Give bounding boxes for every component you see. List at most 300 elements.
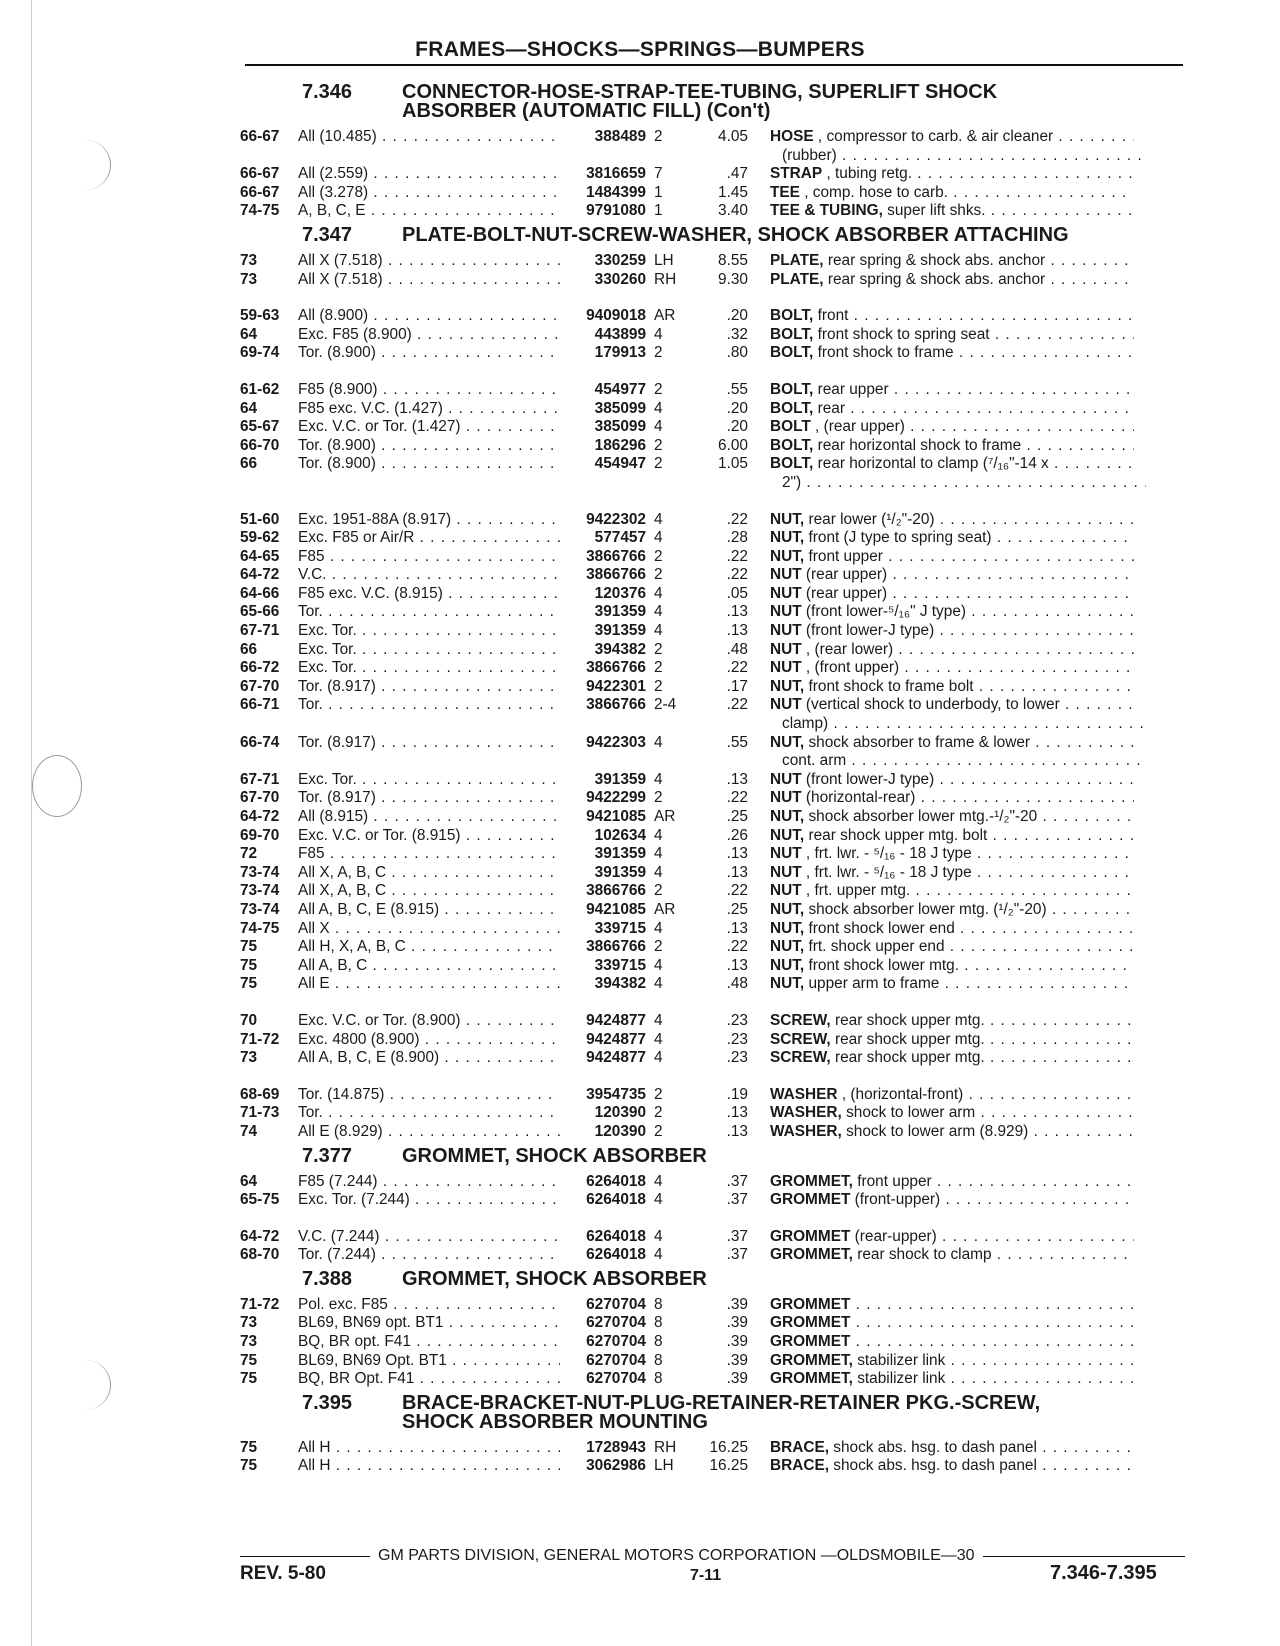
part-description: rear shock upper mtg.: [830, 1030, 985, 1048]
part-name: BOLT,: [770, 344, 814, 362]
part-number: 9424877: [586, 1030, 646, 1048]
title-rule: [245, 64, 1183, 66]
application-text: Exc. Tor.: [298, 770, 357, 788]
price: .39: [726, 1370, 748, 1388]
application-text: All (8.915): [298, 808, 369, 825]
section-heading: [240, 1144, 1190, 1167]
part-row: [240, 511, 1190, 530]
part-number: 1484399: [586, 183, 646, 201]
section-title-line: GROMMET, SHOCK ABSORBER: [402, 1267, 707, 1290]
part-description: , compressor to carb. & air cleaner: [813, 128, 1054, 145]
part-number: 391359: [594, 863, 646, 881]
part-number: 388489: [594, 128, 646, 145]
part-name: NUT: [770, 696, 802, 714]
price: 1.05: [718, 455, 748, 473]
price: .80: [726, 344, 748, 362]
application: [298, 1049, 560, 1068]
application: [298, 882, 560, 901]
part-row: [240, 920, 1190, 939]
description: [748, 455, 1134, 474]
section-title-line: ABSORBER (AUTOMATIC FILL) (Con't): [402, 100, 771, 122]
part-description: rear shock upper mtg. bolt: [804, 826, 988, 844]
application-text: All H: [298, 1438, 331, 1456]
application: [298, 734, 560, 753]
model-years: 73-74: [240, 900, 280, 918]
part-row: [240, 1123, 1190, 1142]
part-name: GROMMET,: [770, 1172, 853, 1190]
part-name: WASHER,: [770, 1104, 842, 1122]
model-years: 61-62: [240, 380, 280, 398]
model-years: 71-72: [240, 1295, 280, 1313]
punch-hole-top: [60, 140, 111, 190]
section-title-line: CONNECTOR-HOSE-STRAP-TEE-TUBING, SUPERLIFT SHOCK: [402, 81, 998, 103]
row-spacer: [240, 363, 1190, 381]
quantity: 2: [654, 882, 663, 900]
application-text: BL69, BN69 Opt. BT1: [298, 1351, 447, 1369]
description-continuation: cont. arm . . .: [782, 752, 1146, 771]
application-text: All H: [298, 1457, 331, 1475]
section-number: 7.347: [302, 223, 353, 246]
application-text: Exc. 1951-88A (8.917): [298, 510, 452, 528]
quantity: 4: [654, 325, 663, 343]
application: [298, 1370, 560, 1389]
section-title-line: BRACE-BRACKET-NUT-PLUG-RETAINER-RETAINER PKG.-SCREW,: [402, 1391, 1041, 1414]
part-description: , (horizontal-front): [837, 1085, 964, 1103]
price: .13: [726, 845, 748, 863]
part-name: PLATE,: [770, 270, 824, 288]
description: [748, 882, 1134, 901]
price: .20: [726, 418, 748, 436]
part-number: 9424877: [586, 1049, 646, 1067]
quantity: LH: [654, 1457, 674, 1475]
part-row: [240, 771, 1190, 790]
application: [298, 864, 560, 883]
part-description: rear shock upper mtg.: [830, 1049, 985, 1067]
footer-publisher: GM PARTS DIVISION, GENERAL MOTORS CORPORATION —OLDSMOBILE—30: [378, 1547, 975, 1564]
application: [298, 1031, 560, 1050]
part-description: (vertical shock to underbody, to lower: [801, 696, 1060, 714]
part-number: 6264018: [586, 1191, 646, 1209]
application: [298, 437, 560, 456]
quantity: 2: [654, 380, 663, 398]
application: [298, 920, 560, 939]
application-text: Exc. V.C. or Tor. (1.427): [298, 418, 461, 436]
quantity: 4: [654, 826, 663, 844]
part-name: NUT: [770, 659, 802, 677]
part-name: NUT: [770, 622, 802, 640]
model-years: 75: [240, 975, 258, 993]
quantity: 4: [654, 1246, 663, 1264]
punch-hole-middle: [32, 755, 82, 817]
description: [748, 566, 1134, 585]
part-row: [240, 622, 1190, 641]
quantity: 2: [654, 789, 663, 807]
section-title: [402, 83, 1122, 121]
part-description: super lift shks.: [882, 202, 986, 220]
application-text: F85: [298, 547, 325, 565]
part-row: [240, 1439, 1190, 1458]
part-row: [240, 1173, 1190, 1192]
application: [298, 808, 560, 827]
part-row: [240, 326, 1190, 345]
price: .32: [726, 325, 748, 343]
part-number: 9422301: [586, 677, 646, 695]
part-description: shock absorber lower mtg. (¹/₂"-20): [804, 900, 1047, 918]
section-number: 7.346: [302, 81, 353, 103]
footer-section-range: 7.346-7.395: [1050, 1562, 1157, 1584]
description: [748, 678, 1134, 697]
description: [748, 1333, 1134, 1352]
part-name: NUT,: [770, 826, 805, 844]
part-row: [240, 344, 1190, 363]
description: [748, 585, 1134, 604]
price: 4.05: [718, 128, 748, 145]
price: .05: [726, 584, 748, 602]
part-number: 9422303: [586, 733, 646, 751]
part-number: 3816659: [586, 165, 646, 183]
part-row-continuation: [240, 474, 1190, 493]
quantity: 2-4: [654, 696, 677, 714]
description: [748, 1246, 1134, 1265]
part-row-continuation: [240, 715, 1190, 734]
footer-publisher-line: [240, 1547, 1185, 1565]
part-name: SCREW,: [770, 1011, 831, 1029]
part-name: GROMMET: [770, 1314, 851, 1332]
part-number: 120390: [594, 1104, 646, 1122]
part-description: , frt. lwr. - ⁵/₁₆ - 18 J type: [801, 863, 972, 881]
application: [298, 1333, 560, 1352]
model-years: 73: [240, 270, 258, 288]
part-name: NUT,: [770, 975, 805, 993]
footer-revision: REV. 5-80: [240, 1563, 326, 1584]
part-number: 3866766: [586, 659, 646, 677]
application: [298, 1228, 560, 1247]
part-number: 6264018: [586, 1227, 646, 1245]
quantity: 2: [654, 128, 663, 145]
part-name: TEE & TUBING,: [770, 202, 883, 220]
part-description: rear lower (¹/₂"-20): [804, 510, 935, 528]
part-description: front shock lower end: [804, 919, 955, 937]
model-years: 74-75: [240, 919, 280, 937]
part-name: NUT,: [770, 677, 805, 695]
part-row: [240, 678, 1190, 697]
quantity: RH: [654, 1438, 677, 1456]
section-title: [402, 223, 1122, 246]
part-description: rear shock upper mtg.: [830, 1011, 985, 1029]
application: [298, 603, 560, 622]
application-text: Exc. Tor.: [298, 640, 357, 658]
application-text: Tor. (8.917): [298, 733, 376, 751]
application: [298, 344, 560, 363]
quantity: 4: [654, 529, 663, 547]
section-number: 7.377: [302, 1144, 353, 1167]
description: [748, 418, 1134, 437]
price: .13: [726, 863, 748, 881]
quantity: 4: [654, 1227, 663, 1245]
part-row: [240, 1049, 1190, 1068]
part-number: 443899: [594, 325, 646, 343]
part-description: front shock to frame: [813, 344, 954, 362]
part-number: 6270704: [586, 1314, 646, 1332]
part-description: (rear upper): [801, 584, 888, 602]
quantity: 2: [654, 1104, 663, 1122]
part-description: shock to lower arm (8.929): [841, 1122, 1029, 1140]
part-row: [240, 165, 1190, 184]
part-name: GROMMET: [770, 1333, 851, 1351]
application-text: Tor. (14.875): [298, 1085, 385, 1103]
application: [298, 938, 560, 957]
part-row: [240, 827, 1190, 846]
quantity: 4: [654, 1049, 663, 1067]
description: [748, 938, 1134, 957]
part-name: BOLT,: [770, 325, 814, 343]
part-row: [240, 184, 1190, 203]
part-number: 391359: [594, 603, 646, 621]
part-name: GROMMET: [770, 1191, 851, 1209]
description: [748, 1049, 1134, 1068]
application: [298, 659, 560, 678]
part-number: 120376: [594, 584, 646, 602]
part-number: 9424877: [586, 1011, 646, 1029]
part-row: [240, 864, 1190, 883]
application: [298, 1246, 560, 1265]
part-number: 6270704: [586, 1351, 646, 1369]
part-row: [240, 659, 1190, 678]
part-number: 3866766: [586, 566, 646, 584]
part-name: NUT,: [770, 547, 805, 565]
model-years: 64: [240, 1172, 258, 1190]
price: .37: [726, 1227, 748, 1245]
quantity: 4: [654, 1191, 663, 1209]
model-years: 66-74: [240, 733, 280, 751]
model-years: 75: [240, 938, 258, 956]
part-name: HOSE: [770, 128, 814, 145]
application-text: All A, B, C, E (8.915): [298, 900, 440, 918]
part-name: NUT: [770, 640, 802, 658]
model-years: 64: [240, 399, 258, 417]
part-description: (front-upper): [850, 1191, 941, 1209]
part-name: BRACE,: [770, 1438, 829, 1456]
quantity: 4: [654, 1030, 663, 1048]
margin-line: [31, 0, 32, 1646]
price: .37: [726, 1246, 748, 1264]
application: [298, 975, 560, 994]
model-years: 51-60: [240, 510, 280, 528]
part-description: , (rear lower): [801, 640, 894, 658]
quantity: 8: [654, 1314, 663, 1332]
application: [298, 165, 560, 184]
application: [298, 455, 560, 474]
application-text: All X: [298, 919, 330, 937]
model-years: 66-67: [240, 183, 280, 201]
part-description: shock to lower arm: [841, 1104, 976, 1122]
price: .55: [726, 733, 748, 751]
model-years: 73: [240, 1314, 258, 1332]
part-description: (front lower-J type): [801, 770, 935, 788]
price: .37: [726, 1172, 748, 1190]
application-text: Exc. F85 (8.900): [298, 325, 412, 343]
part-row: [240, 455, 1190, 474]
part-row: [240, 901, 1190, 920]
model-years: 70: [240, 1011, 258, 1029]
application: [298, 678, 560, 697]
part-description: , frt. lwr. - ⁵/₁₆ - 18 J type: [801, 845, 972, 863]
application: [298, 529, 560, 548]
description: [748, 1012, 1134, 1031]
application-text: Exc. 4800 (8.900): [298, 1030, 420, 1048]
description: [748, 696, 1134, 715]
description: [748, 1104, 1134, 1123]
quantity: 8: [654, 1333, 663, 1351]
application: [298, 1086, 560, 1105]
part-name: NUT: [770, 789, 802, 807]
application-text: All (10.485): [298, 128, 377, 145]
model-years: 75: [240, 1370, 258, 1388]
model-years: 73: [240, 251, 258, 269]
part-number: 385099: [594, 418, 646, 436]
price: .17: [726, 677, 748, 695]
part-number: 394382: [594, 975, 646, 993]
description: [748, 1123, 1134, 1142]
description: [748, 827, 1134, 846]
section-title-line: SHOCK ABSORBER MOUNTING: [402, 1410, 708, 1433]
price: .22: [726, 789, 748, 807]
quantity: 1: [654, 183, 663, 201]
part-row: [240, 1314, 1190, 1333]
part-name: BOLT,: [770, 399, 814, 417]
part-number: 385099: [594, 399, 646, 417]
description: [748, 184, 1134, 203]
description-continuation: (rubber) . . .: [782, 147, 1146, 166]
part-description: front upper: [852, 1172, 932, 1190]
description: [748, 252, 1134, 271]
part-row: [240, 1333, 1190, 1352]
price: .39: [726, 1295, 748, 1313]
part-description: front (J type to spring seat): [804, 529, 992, 547]
description: [748, 845, 1134, 864]
quantity: 4: [654, 733, 663, 751]
model-years: 64: [240, 325, 258, 343]
application: [298, 771, 560, 790]
part-name: NUT: [770, 882, 802, 900]
model-years: 64-66: [240, 584, 280, 602]
part-row: [240, 938, 1190, 957]
application: [298, 202, 560, 221]
model-years: 66-71: [240, 696, 280, 714]
quantity: AR: [654, 900, 676, 918]
part-description: rear horizontal to clamp (⁷/₁₆"-14 x: [813, 455, 1049, 473]
description: [748, 511, 1134, 530]
application-text: All E: [298, 975, 330, 993]
part-number: 577457: [594, 529, 646, 547]
part-name: NUT: [770, 584, 802, 602]
description: [748, 622, 1134, 641]
application: [298, 548, 560, 567]
price: 16.25: [709, 1438, 748, 1456]
part-description: frt. shock upper end: [804, 938, 945, 956]
model-years: 73: [240, 1333, 258, 1351]
price: .13: [726, 1104, 748, 1122]
part-row: [240, 641, 1190, 660]
part-description: shock absorber to frame & lower: [804, 733, 1031, 751]
part-number: 339715: [594, 919, 646, 937]
part-description: front shock to frame bolt: [804, 677, 974, 695]
part-description: rear shock to clamp: [852, 1246, 992, 1264]
application-text: Tor.: [298, 696, 323, 714]
part-name: NUT: [770, 845, 802, 863]
quantity: 4: [654, 975, 663, 993]
price: .26: [726, 826, 748, 844]
part-description: , frt. upper mtg.: [801, 882, 911, 900]
price: .48: [726, 975, 748, 993]
part-number: 179913: [594, 344, 646, 362]
quantity: 2: [654, 1122, 663, 1140]
description: [748, 808, 1134, 827]
part-row: [240, 202, 1190, 221]
part-number: 3954735: [586, 1085, 646, 1103]
application: [298, 307, 560, 326]
part-row: [240, 585, 1190, 604]
quantity: 2: [654, 547, 663, 565]
price: 1.45: [718, 183, 748, 201]
description: [748, 165, 1134, 184]
application: [298, 252, 560, 271]
price: .13: [726, 919, 748, 937]
part-number: 454947: [594, 455, 646, 473]
description: [748, 734, 1134, 753]
quantity: 4: [654, 770, 663, 788]
model-years: 75: [240, 956, 258, 974]
part-row: [240, 437, 1190, 456]
model-years: 69-70: [240, 826, 280, 844]
application-text: Tor. (7.244): [298, 1246, 376, 1264]
application: [298, 566, 560, 585]
section-title: [402, 1267, 1122, 1290]
quantity: 8: [654, 1370, 663, 1388]
model-years: 64-72: [240, 1227, 280, 1245]
model-years: 73: [240, 1049, 258, 1067]
quantity: 4: [654, 603, 663, 621]
part-description: shock abs. hsg. to dash panel: [829, 1457, 1037, 1475]
part-row: [240, 1104, 1190, 1123]
parts-listing: [240, 78, 1190, 1476]
price: .23: [726, 1011, 748, 1029]
application-text: Tor. (8.900): [298, 455, 376, 473]
part-number: 9421085: [586, 808, 646, 825]
price: .13: [726, 770, 748, 788]
quantity: 4: [654, 399, 663, 417]
part-number: 6264018: [586, 1246, 646, 1264]
price: 8.55: [718, 251, 748, 269]
description: [748, 1314, 1134, 1333]
description: [748, 1228, 1134, 1247]
description: [748, 271, 1134, 290]
part-name: NUT,: [770, 956, 805, 974]
part-number: 391359: [594, 622, 646, 640]
part-row: [240, 957, 1190, 976]
application-text: Tor. (8.917): [298, 789, 376, 807]
part-row: [240, 1246, 1190, 1265]
application-text: All A, B, C: [298, 956, 368, 974]
application: [298, 400, 560, 419]
price: 6.00: [718, 436, 748, 454]
application: [298, 901, 560, 920]
part-row: [240, 1296, 1190, 1315]
part-name: NUT: [770, 566, 802, 584]
application-text: Tor. (8.917): [298, 677, 376, 695]
part-row: [240, 1031, 1190, 1050]
quantity: 4: [654, 1011, 663, 1029]
